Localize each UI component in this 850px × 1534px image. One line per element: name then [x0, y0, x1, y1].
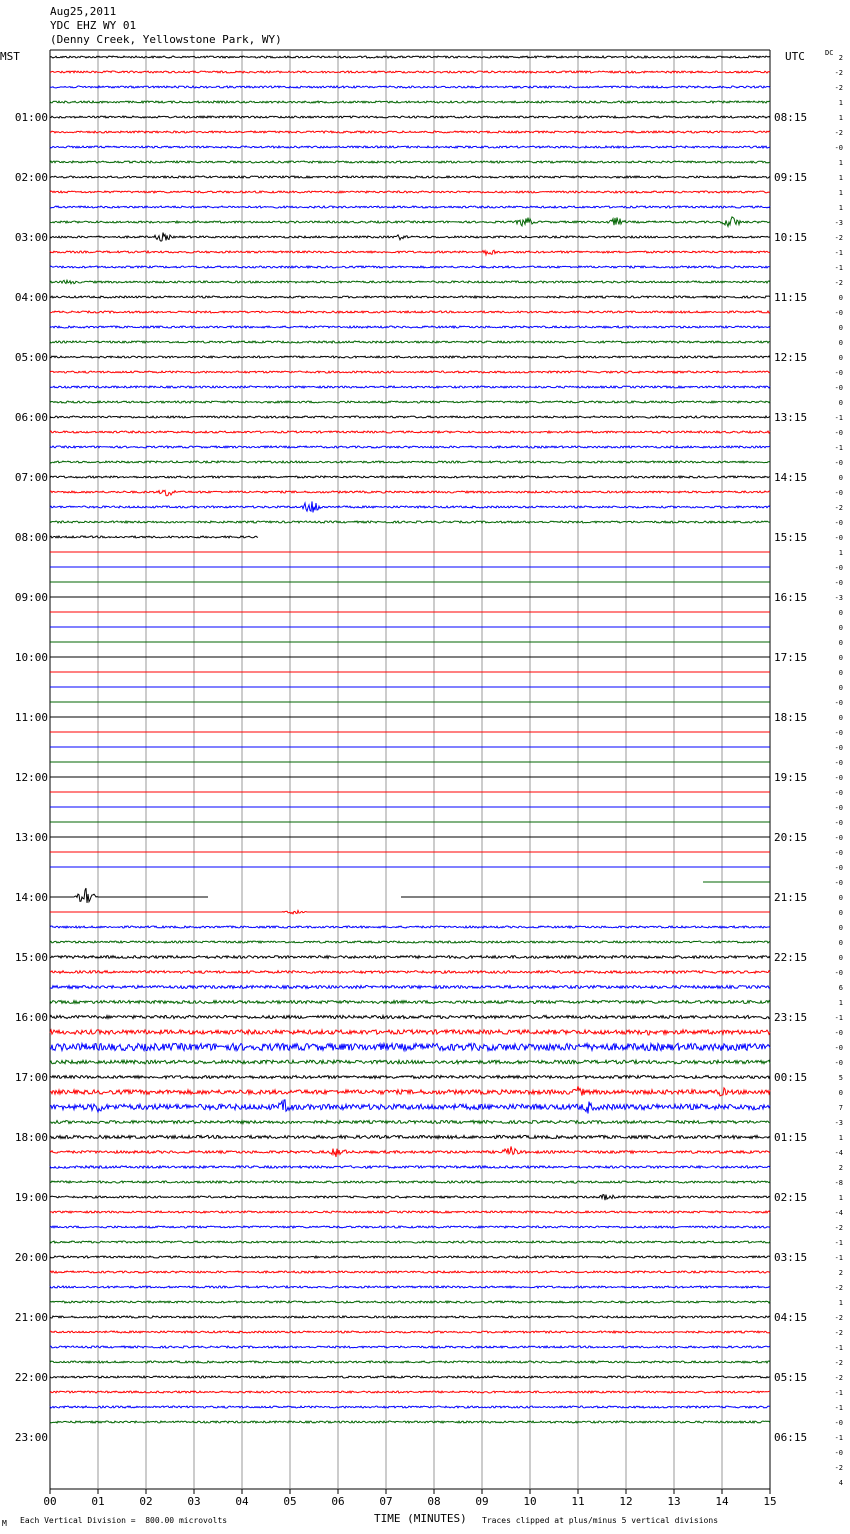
dc-offset-label: -0 — [834, 774, 843, 782]
dc-offset-label: -1 — [834, 249, 843, 257]
seismic-trace — [50, 71, 770, 73]
seismic-trace — [50, 1001, 770, 1004]
utc-hour-label: 15:15 — [774, 531, 808, 544]
dc-offset-label: -0 — [834, 519, 843, 527]
seismic-trace — [50, 1211, 770, 1213]
dc-offset-label: -2 — [834, 279, 843, 287]
utc-hour-label: 17:15 — [774, 651, 808, 664]
mst-hour-label: 04:00 — [14, 291, 48, 304]
dc-offset-label: 6 — [838, 984, 843, 992]
seismic-trace — [50, 1301, 770, 1303]
seismic-trace — [50, 1361, 770, 1363]
dc-offset-label: -0 — [834, 969, 843, 977]
dc-offset-label: 1 — [838, 549, 843, 557]
corner-mark: M — [2, 1519, 7, 1528]
left-timezone-label: MST — [0, 50, 20, 63]
dc-offset-label: -1 — [834, 414, 843, 422]
utc-hour-label: 12:15 — [774, 351, 808, 364]
dc-offset-label: 0 — [838, 609, 843, 617]
dc-offset-label: 5 — [838, 1074, 843, 1082]
dc-offset-label: 0 — [838, 909, 843, 917]
seismic-trace — [50, 1286, 770, 1288]
mst-hour-label: 20:00 — [14, 1251, 48, 1264]
x-tick-label: 00 — [43, 1495, 57, 1508]
dc-offset-label: -1 — [834, 1254, 843, 1262]
mst-hour-label: 15:00 — [14, 951, 48, 964]
station-label: YDC EHZ WY 01 — [50, 19, 137, 32]
mst-hour-label: 08:00 — [14, 531, 48, 544]
seismic-trace — [50, 250, 770, 255]
dc-offset-label: -0 — [834, 849, 843, 857]
mst-hour-label: 06:00 — [14, 411, 48, 424]
dc-offset-label: -0 — [834, 804, 843, 812]
utc-hour-label: 19:15 — [774, 771, 808, 784]
dc-offset-label: -2 — [834, 1359, 843, 1367]
dc-offset-label: 0 — [838, 354, 843, 362]
dc-offset-label: 0 — [838, 954, 843, 962]
dc-offset-label: -1 — [834, 1389, 843, 1397]
mst-hour-label: 02:00 — [14, 171, 48, 184]
seismic-trace — [50, 280, 770, 283]
seismic-trace — [50, 56, 770, 58]
dc-offset-label: -2 — [834, 1284, 843, 1292]
x-tick-label: 08 — [427, 1495, 441, 1508]
x-axis-label: TIME (MINUTES) — [374, 1512, 467, 1525]
seismic-trace — [50, 911, 770, 914]
dc-offset-label: -0 — [834, 309, 843, 317]
dc-offset-label: -4 — [834, 1209, 843, 1217]
dc-offset-label: 0 — [838, 639, 843, 647]
dc-offset-label: 0 — [838, 714, 843, 722]
mst-hour-label: 10:00 — [14, 651, 48, 664]
seismic-trace — [50, 206, 770, 208]
dc-offset-label: -3 — [834, 594, 843, 602]
dc-offset-label: 0 — [838, 399, 843, 407]
seismic-trace — [50, 1421, 770, 1423]
dc-offset-label: 7 — [838, 1104, 843, 1112]
seismic-trace — [50, 461, 770, 463]
dc-offset-label: 0 — [838, 924, 843, 932]
dc-offset-label: -2 — [834, 1314, 843, 1322]
x-tick-label: 13 — [667, 1495, 681, 1508]
x-tick-label: 15 — [763, 1495, 777, 1508]
dc-offset-label: 0 — [838, 894, 843, 902]
dc-offset-label: -2 — [834, 1224, 843, 1232]
location-label: (Denny Creek, Yellowstone Park, WY) — [50, 33, 282, 46]
mst-hour-label: 07:00 — [14, 471, 48, 484]
dc-column-label: DC — [825, 49, 834, 57]
x-tick-label: 05 — [283, 1495, 297, 1508]
dc-offset-label: -0 — [834, 744, 843, 752]
seismic-trace — [50, 86, 770, 88]
utc-hour-label: 04:15 — [774, 1311, 808, 1324]
dc-offset-label: 1 — [838, 1194, 843, 1202]
dc-offset-label: -2 — [834, 234, 843, 242]
utc-hour-label: 16:15 — [774, 591, 808, 604]
seismic-trace — [50, 490, 770, 495]
utc-hour-label: 03:15 — [774, 1251, 808, 1264]
dc-offset-label: -0 — [834, 1044, 843, 1052]
dc-offset-label: -0 — [834, 759, 843, 767]
dc-offset-label: -0 — [834, 819, 843, 827]
dc-offset-label: 1 — [838, 114, 843, 122]
dc-offset-label: -2 — [834, 84, 843, 92]
mst-hour-label: 18:00 — [14, 1131, 48, 1144]
seismic-trace — [50, 176, 770, 178]
x-tick-label: 01 — [91, 1495, 105, 1508]
utc-hour-label: 06:15 — [774, 1431, 808, 1444]
seismic-trace — [50, 1181, 770, 1183]
seismic-trace — [50, 341, 770, 343]
dc-offset-label: -0 — [834, 489, 843, 497]
seismic-trace — [50, 326, 770, 328]
mst-hour-label: 19:00 — [14, 1191, 48, 1204]
seismic-trace — [50, 1166, 770, 1168]
seismic-trace — [50, 431, 770, 433]
seismic-trace — [50, 217, 770, 227]
seismic-trace — [50, 956, 770, 959]
dc-offset-label: -3 — [834, 219, 843, 227]
dc-offset-label: 0 — [838, 669, 843, 677]
seismic-trace — [50, 386, 770, 388]
seismic-trace — [50, 266, 770, 268]
date-label: Aug25,2011 — [50, 5, 117, 18]
seismic-trace — [50, 131, 770, 133]
x-tick-label: 06 — [331, 1495, 345, 1508]
dc-offset-label: -2 — [834, 504, 843, 512]
seismic-trace — [50, 1226, 770, 1228]
utc-hour-label: 09:15 — [774, 171, 808, 184]
dc-offset-label: -0 — [834, 534, 843, 542]
seismic-trace — [50, 501, 770, 512]
mst-hour-label: 14:00 — [14, 891, 48, 904]
seismic-trace — [50, 1135, 770, 1138]
dc-offset-label: 4 — [838, 1479, 843, 1487]
seismic-trace — [50, 1331, 770, 1333]
seismic-trace — [50, 1256, 770, 1258]
dc-offset-label: -4 — [834, 1149, 843, 1157]
seismic-trace — [50, 1043, 770, 1050]
dc-offset-label: 1 — [838, 1134, 843, 1142]
dc-offset-label: -0 — [834, 459, 843, 467]
dc-offset-label: -2 — [834, 129, 843, 137]
dc-offset-label: -1 — [834, 1014, 843, 1022]
utc-hour-label: 00:15 — [774, 1071, 808, 1084]
seismic-trace — [50, 1146, 770, 1157]
mst-hour-label: 23:00 — [14, 1431, 48, 1444]
dc-offset-label: 2 — [838, 1269, 843, 1277]
utc-hour-label: 20:15 — [774, 831, 808, 844]
dc-offset-label: -2 — [834, 1464, 843, 1472]
dc-offset-label: -0 — [834, 729, 843, 737]
scale-note: Each Vertical Division = 800.00 microvolts — [20, 1516, 228, 1525]
seismic-trace — [50, 1316, 770, 1318]
x-tick-label: 14 — [715, 1495, 729, 1508]
dc-offset-label: -0 — [834, 429, 843, 437]
mst-hour-label: 05:00 — [14, 351, 48, 364]
seismic-trace — [50, 521, 770, 523]
seismic-trace — [50, 446, 770, 448]
seismic-trace — [50, 116, 770, 118]
x-tick-label: 11 — [571, 1495, 585, 1508]
dc-offset-label: 1 — [838, 159, 843, 167]
x-tick-label: 03 — [187, 1495, 201, 1508]
mst-hour-label: 12:00 — [14, 771, 48, 784]
utc-hour-label: 18:15 — [774, 711, 808, 724]
dc-offset-label: 2 — [838, 54, 843, 62]
dc-offset-label: 1 — [838, 1299, 843, 1307]
mst-hour-label: 16:00 — [14, 1011, 48, 1024]
seismic-trace — [50, 191, 770, 193]
dc-offset-label: 1 — [838, 999, 843, 1007]
utc-hour-label: 01:15 — [774, 1131, 808, 1144]
mst-hour-label: 17:00 — [14, 1071, 48, 1084]
x-tick-label: 02 — [139, 1495, 153, 1508]
seismic-trace — [50, 146, 770, 148]
utc-hour-label: 11:15 — [774, 291, 808, 304]
dc-offset-label: 0 — [838, 654, 843, 662]
utc-hour-label: 14:15 — [774, 471, 808, 484]
seismic-trace — [50, 161, 770, 163]
seismic-trace — [50, 971, 770, 974]
x-tick-label: 09 — [475, 1495, 489, 1508]
dc-offset-label: -3 — [834, 1119, 843, 1127]
dc-offset-label: -0 — [834, 1059, 843, 1067]
seismic-trace — [50, 1060, 770, 1064]
seismic-trace — [50, 101, 770, 103]
dc-offset-label: -0 — [834, 579, 843, 587]
dc-offset-label: -0 — [834, 1419, 843, 1427]
utc-hour-label: 21:15 — [774, 891, 808, 904]
mst-hour-label: 11:00 — [14, 711, 48, 724]
dc-offset-label: -2 — [834, 1329, 843, 1337]
seismic-trace — [50, 1195, 770, 1201]
dc-offset-label: -0 — [834, 384, 843, 392]
dc-offset-label: -2 — [834, 69, 843, 77]
dc-offset-label: 1 — [838, 99, 843, 107]
dc-offset-label: 0 — [838, 624, 843, 632]
dc-offset-label: -0 — [834, 564, 843, 572]
dc-offset-label: -0 — [834, 864, 843, 872]
seismic-trace — [50, 1086, 770, 1096]
seismic-trace — [50, 233, 770, 242]
seismic-trace — [50, 926, 770, 928]
clip-note: Traces clipped at plus/minus 5 vertical divisions — [482, 1516, 719, 1525]
dc-offset-label: -0 — [834, 1029, 843, 1037]
utc-hour-label: 22:15 — [774, 951, 808, 964]
seismic-trace — [50, 1076, 770, 1079]
dc-offset-label: -1 — [834, 1239, 843, 1247]
dc-offset-label: 0 — [838, 1089, 843, 1097]
dc-offset-label: 0 — [838, 324, 843, 332]
seismic-trace — [50, 356, 770, 358]
dc-offset-label: -0 — [834, 834, 843, 842]
utc-hour-label: 02:15 — [774, 1191, 808, 1204]
mst-hour-label: 09:00 — [14, 591, 48, 604]
seismic-trace — [50, 888, 770, 903]
seismic-trace — [50, 536, 258, 538]
dc-offset-label: 2 — [838, 1164, 843, 1172]
dc-offset-label: -0 — [834, 789, 843, 797]
seismic-trace — [50, 1100, 770, 1114]
dc-offset-label: 1 — [838, 174, 843, 182]
mst-hour-label: 01:00 — [14, 111, 48, 124]
x-tick-label: 07 — [379, 1495, 393, 1508]
utc-hour-label: 05:15 — [774, 1371, 808, 1384]
mst-hour-label: 22:00 — [14, 1371, 48, 1384]
seismic-trace — [50, 416, 770, 418]
x-tick-label: 04 — [235, 1495, 249, 1508]
seismic-trace — [50, 311, 770, 313]
dc-offset-label: -1 — [834, 1434, 843, 1442]
seismic-trace — [50, 1406, 770, 1408]
seismic-trace — [50, 941, 770, 943]
dc-offset-label: -0 — [834, 879, 843, 887]
dc-offset-label: -8 — [834, 1179, 843, 1187]
seismic-trace — [50, 1121, 770, 1124]
seismic-trace — [50, 1346, 770, 1348]
dc-offset-label: 1 — [838, 204, 843, 212]
x-tick-label: 12 — [619, 1495, 633, 1508]
seismic-trace — [50, 371, 770, 373]
mst-hour-label: 13:00 — [14, 831, 48, 844]
dc-offset-label: 0 — [838, 474, 843, 482]
x-tick-label: 10 — [523, 1495, 537, 1508]
dc-offset-label: -0 — [834, 144, 843, 152]
dc-offset-label: 1 — [838, 189, 843, 197]
utc-hour-label: 13:15 — [774, 411, 808, 424]
right-timezone-label: UTC — [785, 50, 805, 63]
seismic-trace — [50, 1271, 770, 1273]
dc-offset-label: -1 — [834, 1404, 843, 1412]
utc-hour-label: 08:15 — [774, 111, 808, 124]
dc-offset-label: -1 — [834, 264, 843, 272]
seismic-trace — [50, 1376, 770, 1378]
dc-offset-label: -0 — [834, 369, 843, 377]
seismic-trace — [50, 401, 770, 403]
dc-offset-label: 0 — [838, 339, 843, 347]
seismic-trace — [50, 1391, 770, 1393]
dc-offset-label: -0 — [834, 1449, 843, 1457]
seismic-trace — [50, 296, 770, 298]
dc-offset-label: -0 — [834, 699, 843, 707]
seismic-trace — [50, 1015, 770, 1018]
seismic-trace — [50, 1241, 770, 1243]
utc-hour-label: 10:15 — [774, 231, 808, 244]
dc-offset-label: -1 — [834, 1344, 843, 1352]
dc-offset-label: 0 — [838, 939, 843, 947]
seismic-trace — [50, 476, 770, 478]
seismic-trace — [50, 986, 770, 989]
dc-offset-label: 0 — [838, 684, 843, 692]
utc-hour-label: 23:15 — [774, 1011, 808, 1024]
mst-hour-label: 21:00 — [14, 1311, 48, 1324]
mst-hour-label: 03:00 — [14, 231, 48, 244]
seismic-trace — [50, 1030, 770, 1035]
dc-offset-label: 0 — [838, 294, 843, 302]
dc-offset-label: -1 — [834, 444, 843, 452]
dc-offset-label: -2 — [834, 1374, 843, 1382]
